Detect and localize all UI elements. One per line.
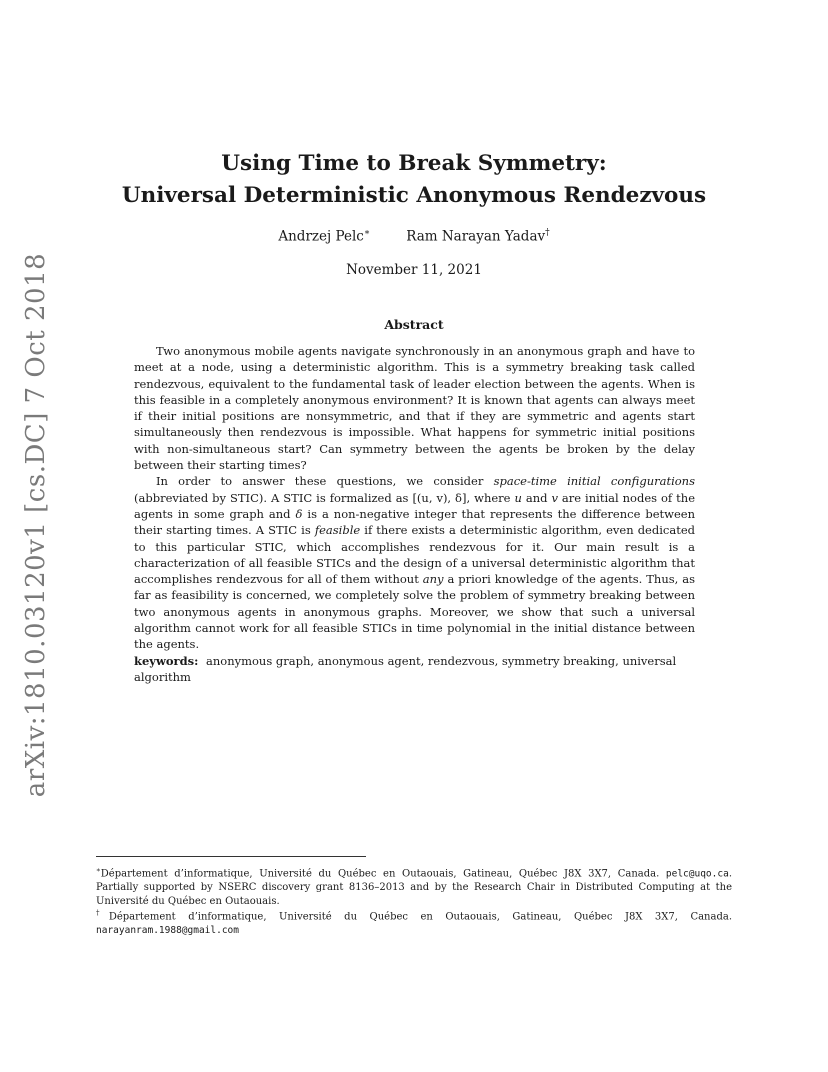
footnote-2-email: narayanram.1988@gmail.com	[96, 925, 239, 937]
footnote-1: ∗Département d’informatique, Université du Québec en Outaouais, Gatineau, Québec J8X 3X7, Canada. pelc@uqo.ca. Partially supported by NSERC discovery grant 8136–2013 and by the Research Chair in Distributed Computing at the Université du Québec en Outaouais.	[96, 866, 732, 908]
footnote-rule	[96, 856, 366, 857]
author-1-mark: ∗	[363, 228, 370, 238]
abstract-paragraph-2: In order to answer these questions, we consider space-time initial configurations (abbreviated by STIC). A STIC is formalized as [(u, v), δ], where u and v are initial nodes of the agents in some graph and δ is a non-negative integer that represents the difference between their starting times. A STIC is feasible if there exists a deterministic algorithm, even dedicated to this particular STIC, which accomplishes rendezvous for it. Our main result is a characterization of all feasible STICs and the design of a universal deterministic algorithm that accomplishes rendezvous for all of them without any a priori knowledge of the agents. Thus, as far as feasibility is concerned, we completely solve the problem of symmetry breaking between two anonymous agents in anonymous graphs. Moreover, we show that such a universal algorithm cannot work for all feasible STICs in time polynomial in the initial distance between the agents.	[134, 474, 695, 652]
author-2: Ram Narayan Yadav†	[406, 228, 550, 245]
abstract-body	[134, 343, 695, 653]
keywords-label: keywords:	[134, 654, 199, 668]
keywords	[134, 653, 695, 686]
footnote-1-email: pelc@uqo.ca	[665, 868, 729, 880]
author-list	[0, 228, 828, 245]
title-line-2: Universal Deterministic Anonymous Rendezvous	[121, 183, 707, 208]
author-2-mark: †	[545, 228, 550, 238]
footnote-2: †Département d’informatique, Université du Québec en Outaouais, Gatineau, Québec J8X 3X7, Canada. narayanram.1988@gmail.com	[96, 909, 733, 937]
keywords-text: anonymous graph, anonymous agent, rendezvous, symmetry breaking, universal algorithm	[134, 654, 677, 685]
paper-date: November 11, 2021	[346, 262, 482, 278]
abstract-heading: Abstract	[384, 317, 444, 332]
paper-title	[0, 148, 828, 212]
abstract-paragraph-1: Two anonymous mobile agents navigate synchronously in an anonymous graph and have to meet at a node, using a deterministic algorithm. This is a symmetry breaking task called rendezvous, equivalent to the fundamental task of leader election between the agents. When is this feasible in a completely anonymous environment? It is known that agents can always meet if their initial positions are nonsymmetric, and that if they are symmetric and agents start simultaneously then rendezvous is impossible. What happens for symmetric initial positions with non-simultaneous start? Can symmetry between the agents be broken by the delay between their starting times?	[134, 344, 695, 473]
title-line-1: Using Time to Break Symmetry:	[221, 151, 607, 176]
arxiv-identifier: arXiv:1810.03120v1 [cs.DC] 7 Oct 2018	[21, 252, 51, 798]
author-1: Andrzej Pelc∗	[278, 228, 370, 245]
